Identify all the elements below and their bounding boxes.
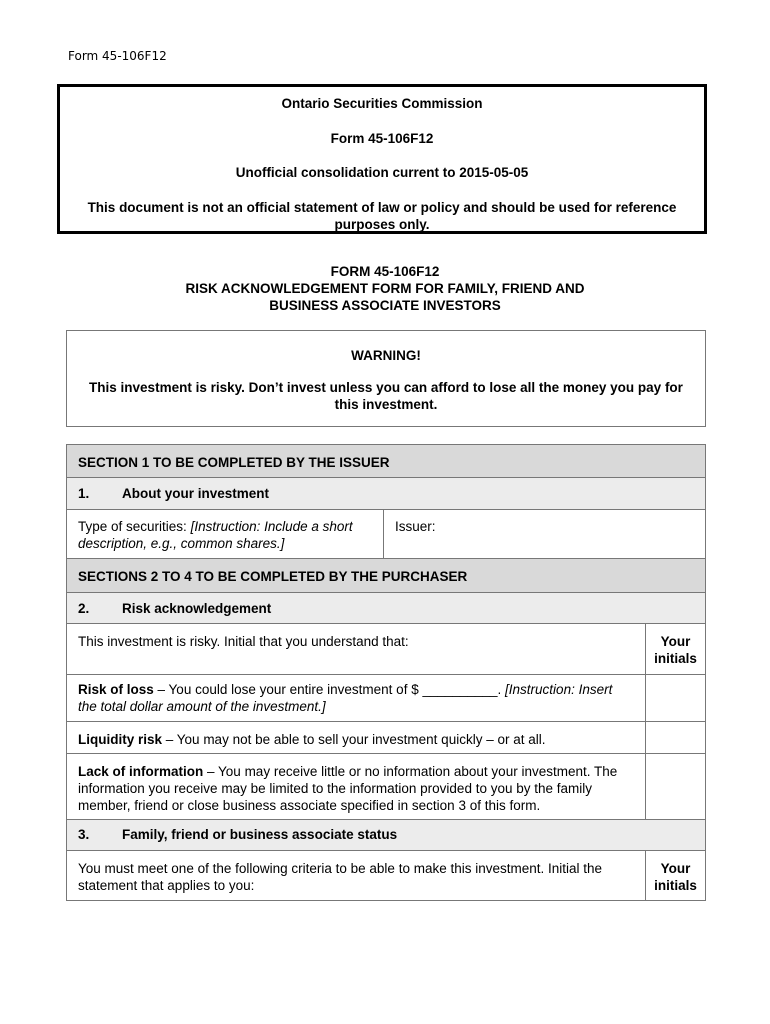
warning-heading: WARNING! — [351, 348, 421, 363]
form-title — [60, 263, 710, 314]
criteria-initials-label: initials — [654, 878, 697, 893]
form-title-line-1: FORM 45-106F12 — [330, 264, 440, 279]
disclaimer-line-2: purposes only. — [334, 217, 430, 232]
form-number-header: Form 45-106F12 — [68, 49, 167, 63]
criteria-initials-header — [645, 851, 705, 900]
investment-details-row — [66, 510, 706, 559]
type-of-securities-cell[interactable] — [67, 510, 384, 558]
criteria-intro-row — [66, 851, 706, 901]
risk-of-loss-desc: – You could lose your entire investment of $ __________. — [153, 682, 506, 697]
type-instruction-2: description, e.g., common shares.] — [78, 536, 285, 551]
subsection-2-header — [66, 593, 706, 624]
risk-of-loss-initials-field[interactable] — [645, 675, 705, 721]
subsection-1-number: 1. — [78, 486, 90, 501]
criteria-line-2: statement that applies to you: — [78, 878, 255, 893]
lack-info-line-3: member, friend or close business associate specified in section 3 of this form. — [78, 798, 541, 813]
risk-of-loss-text — [78, 681, 612, 715]
form-title-line-2: RISK ACKNOWLEDGEMENT FORM FOR FAMILY, FRIEND AND — [185, 281, 585, 296]
subsection-1-label: About your investment — [122, 486, 270, 501]
type-of-securities-label: Type of securities: — [78, 519, 191, 534]
warning-line-2: this investment. — [334, 397, 438, 412]
loss-instruction-1: [Instruction: Insert — [505, 682, 613, 697]
warning-text — [77, 379, 695, 413]
your-initials-header — [645, 624, 705, 674]
issuer-label: Issuer: — [395, 519, 436, 534]
your-label: Your — [660, 634, 691, 649]
type-of-securities-text — [78, 518, 353, 552]
risk-intro-text: This investment is risky. Initial that you understand that: — [78, 634, 409, 649]
lack-of-information-row — [66, 754, 706, 820]
subsection-2-label: Risk acknowledgement — [122, 601, 272, 616]
sections-2-4-header — [66, 559, 706, 593]
subsection-3-header — [66, 820, 706, 851]
disclaimer-line-1: This document is not an official statement of law or policy and should be used for reference — [87, 200, 677, 215]
lack-info-line-2: information you receive may be limited to the information provided to you by the family — [78, 781, 593, 796]
sections-2-4-title: SECTIONS 2 TO 4 TO BE COMPLETED BY THE PURCHASER — [78, 569, 468, 584]
liquidity-risk-desc: – You may not be able to sell your investment quickly – or at all. — [162, 732, 546, 747]
liquidity-risk-text — [78, 731, 545, 748]
lack-of-information-text — [78, 763, 617, 814]
form-id: Form 45-106F12 — [330, 131, 434, 146]
warning-line-1: This investment is risky. Don’t invest unless you can afford to lose all the money you pay for — [89, 380, 683, 395]
section-1-header — [66, 444, 706, 478]
section-1-title: SECTION 1 TO BE COMPLETED BY THE ISSUER — [78, 455, 390, 470]
liquidity-risk-row — [66, 722, 706, 754]
criteria-intro-text — [78, 860, 602, 894]
commission-name: Ontario Securities Commission — [281, 96, 483, 111]
lack-info-line-1: – You may receive little or no information about your investment. The — [203, 764, 618, 779]
lack-of-information-bold: Lack of information — [78, 764, 204, 779]
disclaimer-box — [57, 84, 707, 234]
subsection-3-number: 3. — [78, 827, 90, 842]
subsection-2-number: 2. — [78, 601, 90, 616]
initials-label: initials — [654, 651, 697, 666]
subsection-3-label: Family, friend or business associate status — [122, 827, 398, 842]
liquidity-risk-initials-field[interactable] — [645, 722, 705, 753]
liquidity-risk-bold: Liquidity risk — [78, 732, 163, 747]
risk-of-loss-row — [66, 675, 706, 722]
lack-of-information-initials-field[interactable] — [645, 754, 705, 819]
warning-box — [66, 330, 706, 427]
consolidation-date: Unofficial consolidation current to 2015-05-05 — [235, 165, 529, 180]
criteria-your-label: Your — [660, 861, 691, 876]
criteria-line-1: You must meet one of the following criteria to be able to make this investment. Initial the — [78, 861, 603, 876]
issuer-cell[interactable] — [384, 510, 705, 558]
subsection-1-header — [66, 478, 706, 510]
form-title-line-3: BUSINESS ASSOCIATE INVESTORS — [269, 298, 501, 313]
risk-of-loss-bold: Risk of loss — [78, 682, 154, 697]
loss-instruction-2: the total dollar amount of the investment.] — [78, 699, 326, 714]
type-instruction-1: [Instruction: Include a short — [190, 519, 353, 534]
risk-intro-row — [66, 624, 706, 675]
